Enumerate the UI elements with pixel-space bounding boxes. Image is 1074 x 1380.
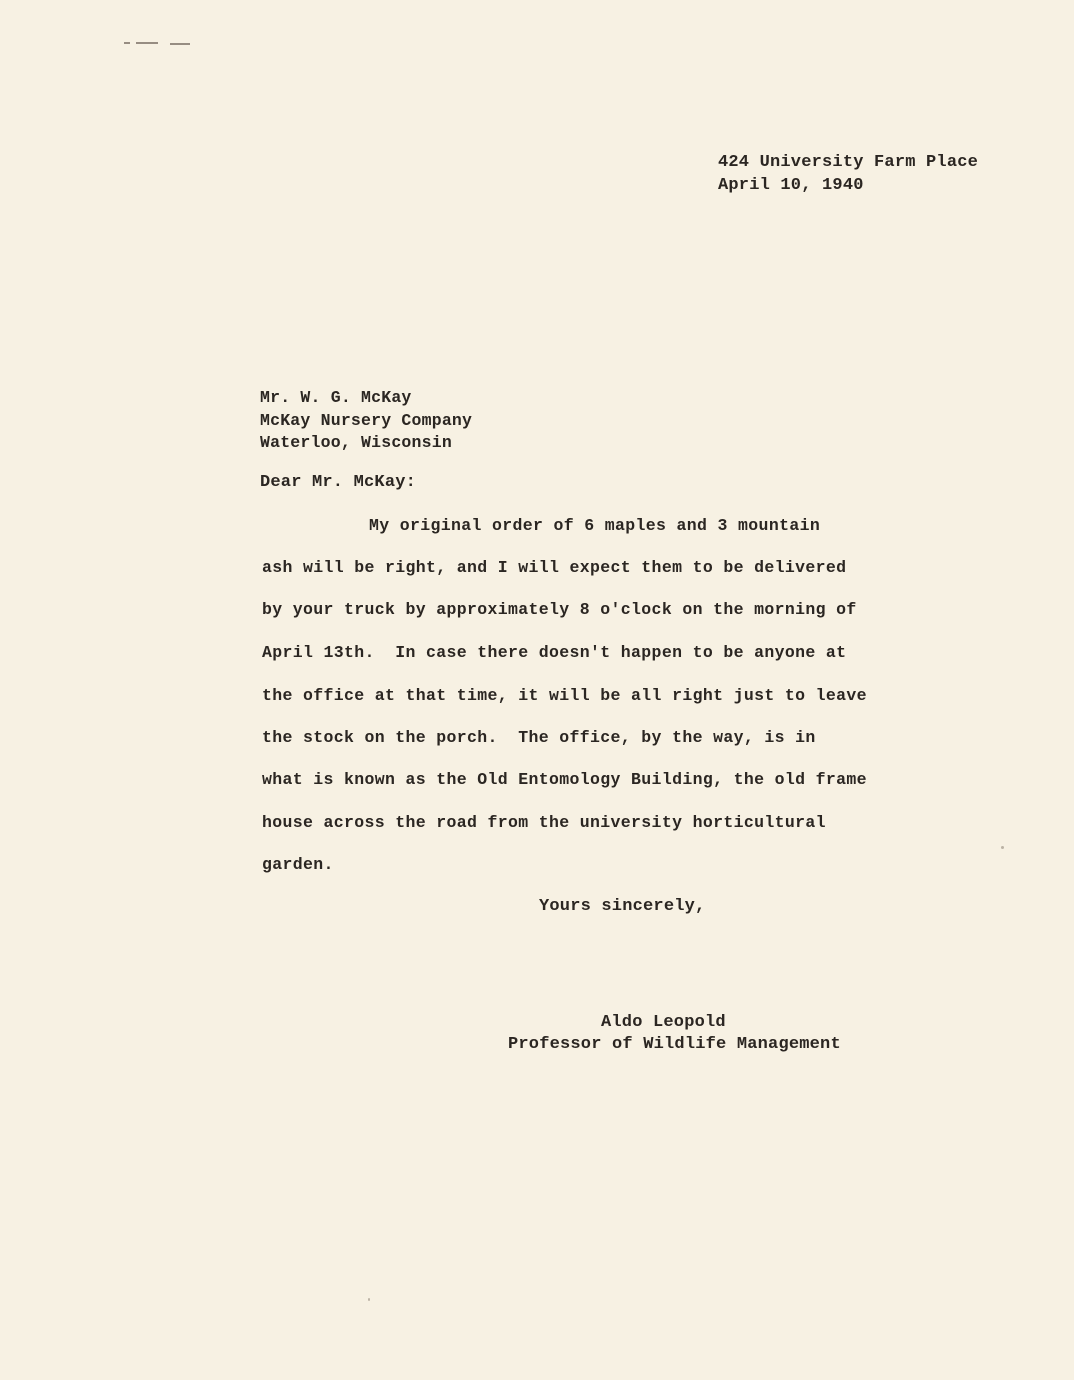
signer-title: Professor of Wildlife Management xyxy=(508,1035,841,1054)
sender-address: 424 University Farm Place xyxy=(718,153,979,172)
body-line: garden. xyxy=(262,855,334,874)
salutation: Dear Mr. McKay: xyxy=(260,473,417,492)
closing: Yours sincerely, xyxy=(539,897,706,916)
paper-speck xyxy=(1001,846,1004,849)
body-line: house across the road from the university horticultural xyxy=(262,813,826,832)
recipient-company: McKay Nursery Company xyxy=(260,411,473,430)
body-line: ash will be right, and I will expect them to be delivered xyxy=(262,558,847,577)
signer-name: Aldo Leopold xyxy=(601,1013,726,1032)
letter-date: April 10, 1940 xyxy=(718,176,864,195)
body-line: April 13th. In case there doesn't happen to be anyone at xyxy=(262,643,847,662)
body-line: what is known as the Old Entomology Building, the old frame xyxy=(262,770,867,789)
paper-speck xyxy=(368,1298,370,1301)
recipient-city: Waterloo, Wisconsin xyxy=(260,433,452,452)
body-line: by your truck by approximately 8 o'clock on the morning of xyxy=(262,600,857,619)
body-line: My original order of 6 maples and 3 mountain xyxy=(369,516,821,535)
body-line: the stock on the porch. The office, by the way, is in xyxy=(262,728,816,747)
body-line: the office at that time, it will be all right just to leave xyxy=(262,686,867,705)
recipient-name: Mr. W. G. McKay xyxy=(260,388,412,407)
margin-mark xyxy=(124,42,190,46)
